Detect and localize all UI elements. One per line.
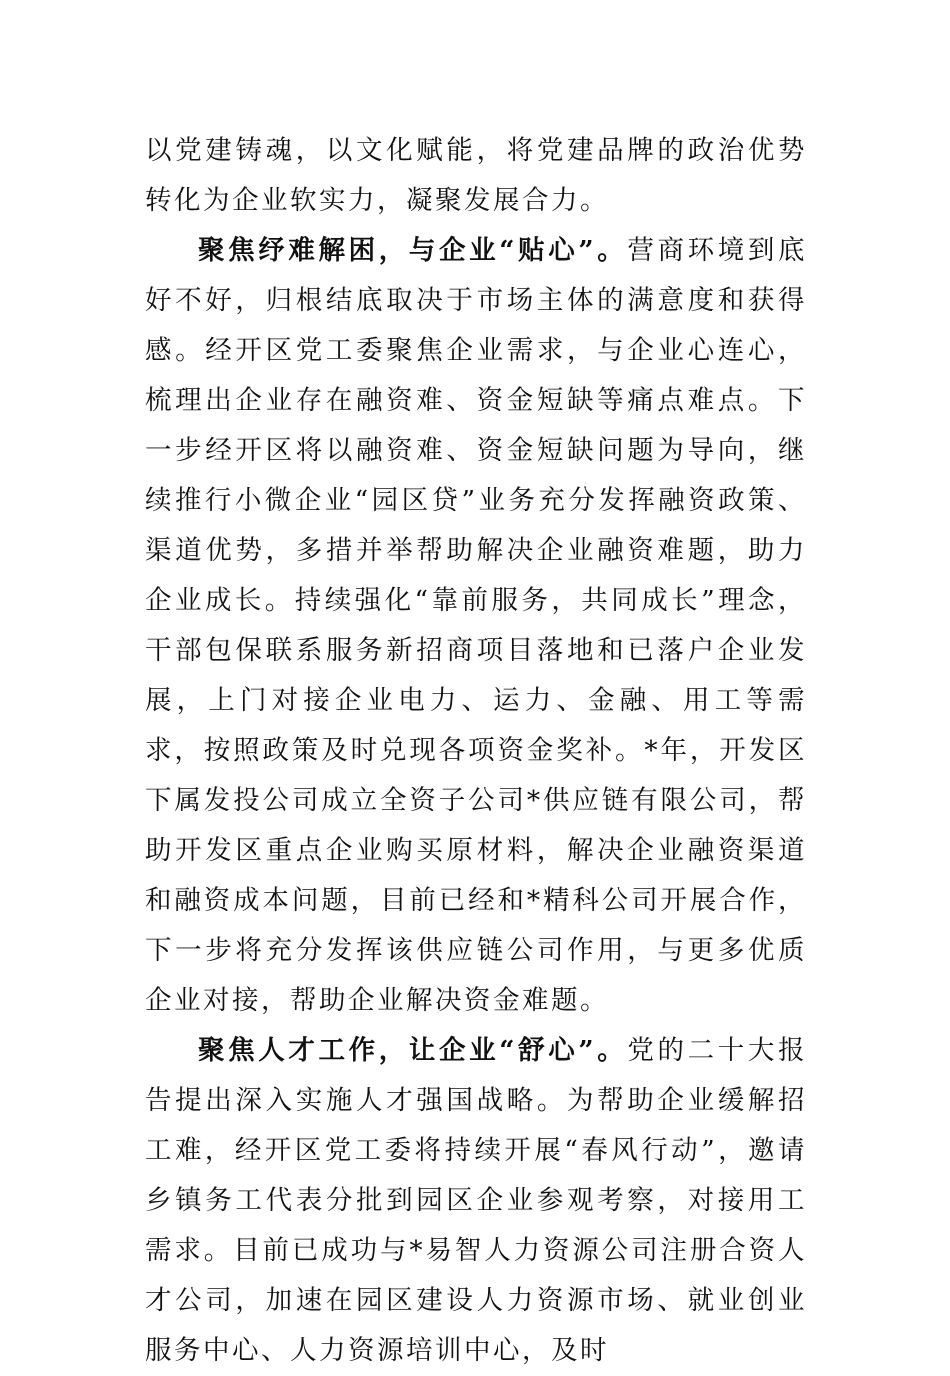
paragraph-body: 以党建铸魂，以文化赋能，将党建品牌的政治优势转化为企业软实力，凝聚发展合力。 [145,135,807,216]
paragraph-continuation [145,126,807,226]
paragraph-heading: 聚焦人才工作，让企业“舒心”。 [198,1035,628,1066]
paragraph-talent [145,1026,807,1376]
paragraph-body: 营商环境到底好不好，归根结底取决于市场主体的满意度和获得感。经开区党工委聚焦企业需求，与企业心连心，梳理出企业存在融资难、资金短缺等痛点难点。下一步经开区将以融资难、资金短缺问题为导向，继续推行小微企业“园区贷”业务充分发挥融资政策、渠道优势，多措并举帮助解决企业融资难题，助力企业成长。持续强化“靠前服务，共同成长”理念，干部包保联系服务新招商项目落地和已落户企业发展，上门对接企业电力、运力、金融、用工等需求，按照政策及时兑现各项资金奖补。*年，开发区下属发投公司成立全资子公司*供应链有限公司，帮助开发区重点企业购买原材料，解决企业融资渠道和融资成本问题，目前已经和*精科公司开展合作，下一步将充分发挥该供应链公司作用，与更多优质企业对接，帮助企业解决资金难题。 [145,235,807,1016]
paragraph-body: 党的二十大报告提出深入实施人才强国战略。为帮助企业缓解招工难，经开区党工委将持续开展“春风行动”，邀请乡镇务工代表分批到园区企业参观考察，对接用工需求。目前已成功与*易智人力资源公司注册合资人才公司，加速在园区建设人力资源市场、就业创业服务中心、人力资源培训中心，及时 [145,1035,807,1366]
paragraph-heading: 聚焦纾难解困，与企业“贴心”。 [198,235,628,266]
paragraph-financing [145,226,807,1026]
document-page [145,126,807,1376]
